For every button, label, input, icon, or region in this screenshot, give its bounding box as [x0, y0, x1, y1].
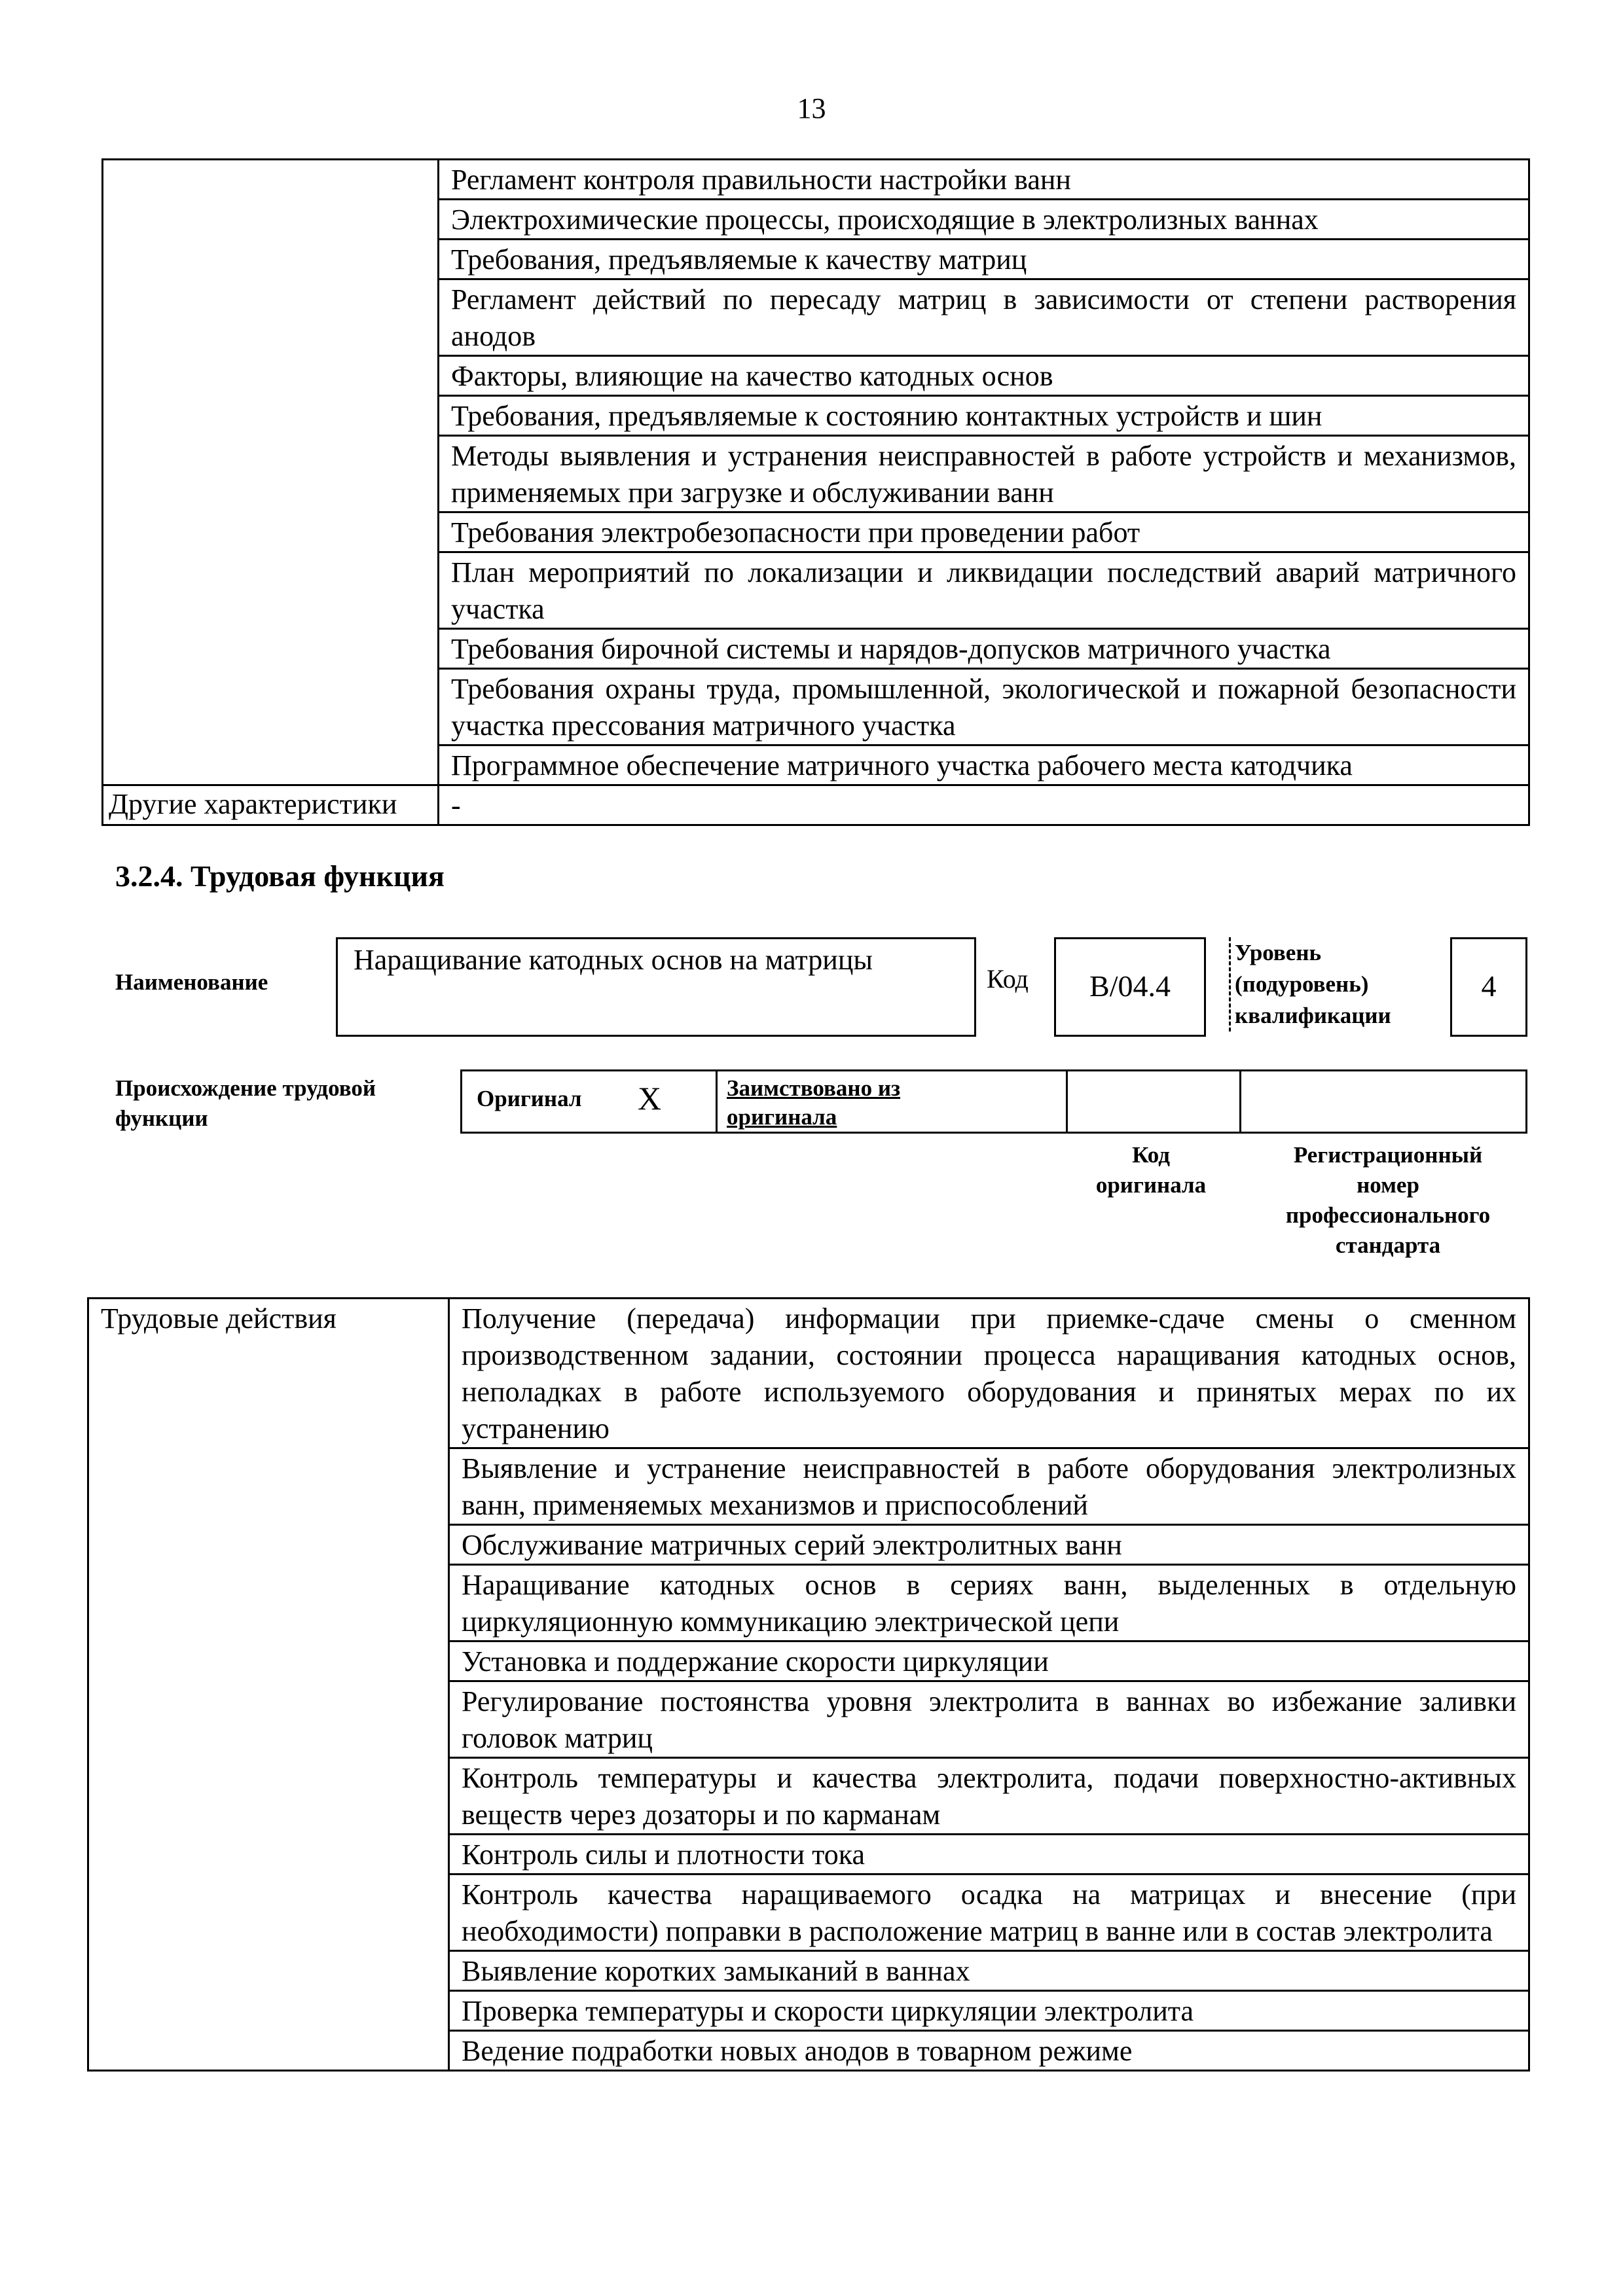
origin-label	[115, 1073, 376, 1134]
registration-number-cell	[1241, 1071, 1525, 1132]
labor-action-item: Наращивание катодных основ в сериях ванн, выделенных в отдельную циркуляционную коммуникацию электрической цепи	[449, 1565, 1529, 1641]
knowledge-item: Методы выявления и устранения неисправностей в работе устройств и механизмов, применяемых при загрузке и обслуживании ванн	[439, 436, 1529, 512]
name-label: Наименование	[115, 969, 268, 995]
table-row	[103, 160, 1529, 200]
knowledge-item: Требования охраны труда, промышленной, экологической и пожарной безопасности участка прессования матричного участка	[439, 669, 1529, 745]
knowledge-item: Программное обеспечение матричного участка рабочего места катодчика	[439, 745, 1529, 785]
labor-action-item: Ведение подработки новых анодов в товарном режиме	[449, 2031, 1529, 2071]
knowledge-label-cell	[103, 160, 439, 785]
caption-line: Регистрационный	[1293, 1142, 1483, 1168]
name-value: Наращивание катодных основ на матрицы	[354, 944, 873, 976]
labor-action-item: Установка и поддержание скорости циркуляции	[449, 1641, 1529, 1681]
labor-action-item: Проверка температуры и скорости циркуляции электролита	[449, 1991, 1529, 2031]
level-value: 4	[1481, 969, 1497, 1003]
table-row	[88, 1299, 1529, 1448]
level-label-line: (подуровень)	[1235, 971, 1369, 997]
page-number: 13	[797, 92, 826, 124]
code-label: Код	[987, 964, 1029, 994]
caption-line: профессионального	[1285, 1202, 1491, 1228]
code-value: B/04.4	[1089, 969, 1171, 1003]
caption-line: стандарта	[1335, 1232, 1441, 1258]
borrowed-cell	[718, 1071, 1068, 1132]
caption-line: номер	[1357, 1172, 1419, 1198]
knowledge-item: План мероприятий по локализации и ликвидации последствий аварий матричного участка	[439, 552, 1529, 629]
knowledge-item: Регламент действий по пересаду матриц в зависимости от степени растворения анодов	[439, 279, 1529, 356]
origin-label-line: Происхождение трудовой	[115, 1075, 376, 1101]
level-field	[1450, 937, 1527, 1037]
labor-action-item: Выявление коротких замыканий в ваннах	[449, 1951, 1529, 1991]
level-label-line: Уровень	[1235, 940, 1322, 965]
labor-action-item: Контроль температуры и качества электролита, подачи поверхностно-активных веществ через дозаторы и по карманам	[449, 1758, 1529, 1835]
original-label: Оригинал	[477, 1086, 582, 1111]
code-field	[1054, 937, 1206, 1037]
level-label	[1229, 937, 1391, 1031]
table-row	[103, 785, 1529, 825]
borrowed-label	[727, 1074, 900, 1132]
origin-label-line: функции	[115, 1105, 208, 1131]
origin-strip	[460, 1069, 1527, 1134]
labor-actions-label: Трудовые действия	[88, 1299, 449, 2071]
labor-action-item: Регулирование постоянства уровня электролита в ваннах во избежание заливки головок матриц	[449, 1681, 1529, 1758]
knowledge-table	[101, 158, 1530, 826]
labor-action-item: Получение (передача) информации при приемке-сдаче смены о сменном производственном задании, состоянии процесса наращивания катодных основ, неполадках в работе используемого оборудования и принятых мерах по их устранению	[449, 1299, 1529, 1448]
caption-line: оригинала	[1095, 1172, 1207, 1198]
knowledge-item: Факторы, влияющие на качество катодных основ	[439, 356, 1529, 396]
knowledge-item: Требования электробезопасности при проведении работ	[439, 512, 1529, 552]
borrowed-label-line: Заимствовано из	[727, 1075, 901, 1101]
original-code-caption	[1066, 1140, 1236, 1200]
original-cell	[462, 1071, 718, 1132]
original-mark: X	[638, 1080, 662, 1117]
knowledge-item: Требования, предъявляемые к качеству матриц	[439, 240, 1529, 279]
level-label-line: квалификации	[1235, 1003, 1391, 1028]
knowledge-item: Электрохимические процессы, происходящие в электролизных ваннах	[439, 200, 1529, 240]
labor-action-item: Контроль качества наращиваемого осадка на матрицах и внесение (при необходимости) поправки в расположение матриц в ванне или в состав электролита	[449, 1874, 1529, 1951]
other-characteristics-value: -	[439, 785, 1529, 825]
knowledge-item: Регламент контроля правильности настройки ванн	[439, 160, 1529, 200]
labor-actions-table	[87, 1297, 1530, 2072]
name-field	[336, 937, 976, 1037]
other-characteristics-label: Другие характеристики	[103, 785, 439, 825]
original-code-cell	[1068, 1071, 1241, 1132]
knowledge-item: Требования бирочной системы и нарядов-допусков матричного участка	[439, 629, 1529, 669]
borrowed-label-line: оригинала	[727, 1104, 837, 1130]
knowledge-item: Требования, предъявляемые к состоянию контактных устройств и шин	[439, 396, 1529, 436]
section-title: 3.2.4. Трудовая функция	[115, 859, 445, 893]
registration-number-caption	[1244, 1140, 1532, 1261]
labor-action-item: Контроль силы и плотности тока	[449, 1835, 1529, 1874]
labor-action-item: Выявление и устранение неисправностей в работе оборудования электролизных ванн, применяемых механизмов и приспособлений	[449, 1448, 1529, 1525]
labor-action-item: Обслуживание матричных серий электролитных ванн	[449, 1525, 1529, 1565]
caption-line: Код	[1132, 1142, 1170, 1168]
